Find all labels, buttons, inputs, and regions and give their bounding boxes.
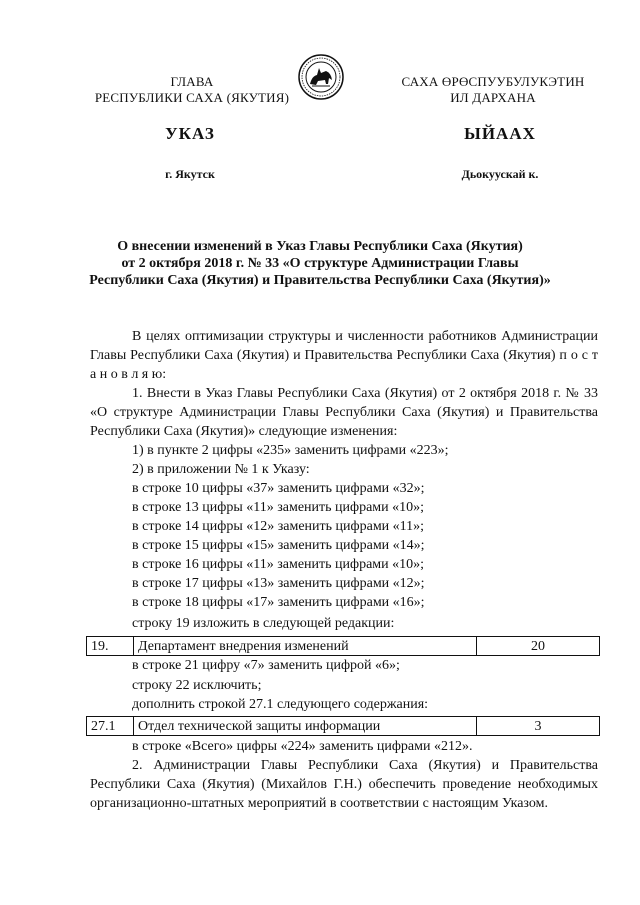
row-name: Отдел технической защиты информации: [134, 717, 477, 736]
list-item: в строке 18 цифры «17» заменить цифрами «16»;: [132, 595, 425, 610]
list-item: в строке 21 цифру «7» заменить цифрой «6»;: [132, 658, 400, 673]
list-item: в строке 13 цифры «11» заменить цифрами «10»;: [132, 500, 425, 515]
list-item: строку 22 исключить;: [132, 678, 262, 693]
list-item: 1) в пункте 2 цифры «235» заменить цифрами «223»;: [132, 443, 449, 458]
list-item: в строке 10 цифры «37» заменить цифрами «32»;: [132, 481, 425, 496]
table-row-19: [86, 636, 600, 656]
left-header-line1: ГЛАВА: [170, 74, 214, 89]
row-number: 27.1: [87, 717, 134, 736]
row-number: 19.: [87, 637, 134, 656]
left-city: г. Якутск: [165, 167, 215, 181]
right-header: [370, 74, 616, 106]
list-item: в строке 16 цифры «11» заменить цифрами «10»;: [132, 557, 425, 572]
list-item: в строке 17 цифры «13» заменить цифрами «12»;: [132, 576, 425, 591]
title-line1: О внесении изменений в Указ Главы Республики Саха (Якутия): [117, 239, 523, 254]
list-item: строку 19 изложить в следующей редакции:: [132, 616, 395, 631]
right-city: Дьокуускай к.: [461, 167, 539, 181]
paragraph-1: 1. Внести в Указ Главы Республики Саха (Якутия) от 2 октября 2018 г. № 33 «О структуре Администрации Главы Республики Саха (Якутия) и Правительства Республики Саха (Якутия)» следующие изменения:: [90, 386, 598, 439]
list-item: в строке 14 цифры «12» заменить цифрами «11»;: [132, 519, 425, 534]
list-item: в строке 15 цифры «15» заменить цифрами «14»;: [132, 538, 425, 553]
left-header-line2: РЕСПУБЛИКИ САХА (ЯКУТИЯ): [94, 90, 290, 105]
list-item: в строке «Всего» цифры «224» заменить цифрами «212».: [132, 739, 473, 754]
intro-paragraph: В целях оптимизации структуры и численности работников Администрации Главы Республики Саха (Якутия) и Правительства Республики Саха (Якутия) п о с т а н о в л я ю:: [90, 329, 598, 382]
table-row: [87, 637, 600, 656]
right-header-line1: САХА ӨРӨСПУУБУЛУКЭТИН: [401, 74, 585, 89]
title-line3: Республики Саха (Якутия) и Правительства Республики Саха (Якутия)»: [89, 273, 551, 288]
left-header: [92, 74, 292, 106]
right-doc-title: ЫЙААХ: [464, 124, 536, 143]
right-header-line2: ИЛ ДАРХАНА: [450, 90, 536, 105]
coat-of-arms-emblem: [298, 54, 344, 100]
table-row: [87, 717, 600, 736]
row-name: Департамент внедрения изменений: [134, 637, 477, 656]
row-value: 3: [477, 717, 600, 736]
row-value: 20: [477, 637, 600, 656]
list-item: дополнить строкой 27.1 следующего содержания:: [132, 697, 429, 712]
list-item: 2) в приложении № 1 к Указу:: [132, 462, 310, 477]
title-line2: от 2 октября 2018 г. № 33 «О структуре Администрации Главы: [121, 256, 519, 271]
table-row-27-1: [86, 716, 600, 736]
paragraph-2: 2. Администрации Главы Республики Саха (Якутия) и Правительства Республики Саха (Якутия) (Михайлов Г.Н.) обеспечить проведение необходимых организационно-штатных мероприятий в соответствии с настоящим Указом.: [90, 758, 598, 811]
left-doc-title: УКАЗ: [165, 124, 215, 143]
decree-title: [60, 238, 580, 289]
